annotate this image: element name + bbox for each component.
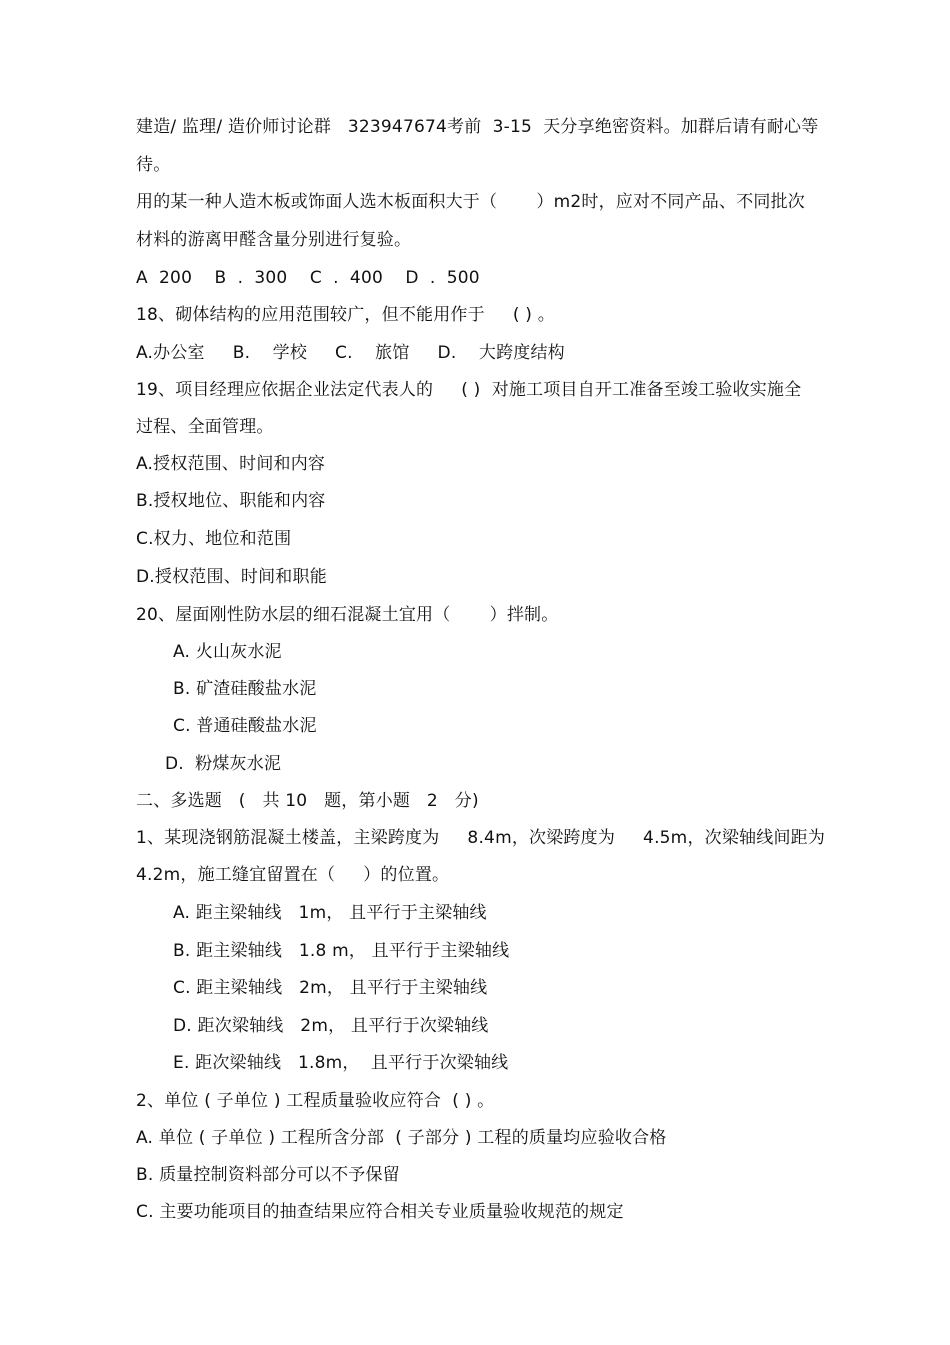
question-20: 20、屋面刚性防水层的细石混凝土宜用（ ）拌制。	[136, 605, 559, 625]
section-heading: 二、多选题 ( 共 10 题，第小题 2 分)	[136, 791, 479, 811]
option-c: C. 主要功能项目的抽查结果应符合相关专业质量验收规范的规定	[136, 1202, 624, 1222]
option-d: D. 距次梁轴线 2m， 且平行于次梁轴线	[173, 1016, 489, 1036]
question-multi-1: 1、某现浇钢筋混凝土楼盖，主梁跨度为 8.4m，次梁跨度为 4.5m，次梁轴线间距为	[136, 828, 826, 848]
option-b: B. 质量控制资料部分可以不予保留	[136, 1165, 400, 1185]
option-a: A.授权范围、时间和内容	[136, 454, 326, 474]
text-line: 4.2m，施工缝宜留置在（ ）的位置。	[136, 865, 450, 885]
option-d: D. 粉煤灰水泥	[165, 754, 282, 774]
question-19: 19、项目经理应依据企业法定代表人的 ( ) 对施工项目自开工准备至竣工验收实施全	[136, 380, 802, 400]
option-b: B. 矿渣硅酸盐水泥	[173, 679, 317, 699]
option-c: C. 普通硅酸盐水泥	[173, 716, 317, 736]
text-line: 材料的游离甲醛含量分别进行复验。	[136, 230, 412, 250]
option-a: A. 距主梁轴线 1m， 且平行于主梁轴线	[173, 903, 487, 923]
text-line: 建造/ 监理/ 造价师讨论群 323947674考前 3-15 天分享绝密资料。加群后请有耐心等	[136, 117, 819, 137]
option-e: E. 距次梁轴线 1.8m， 且平行于次梁轴线	[173, 1053, 509, 1073]
option-b: B.授权地位、职能和内容	[136, 491, 326, 511]
answer-options: A 200 B . 300 C . 400 D . 500	[136, 268, 480, 288]
option-a: A. 单位 ( 子单位 ) 工程所含分部 ( 子部分 ) 工程的质量均应验收合格	[136, 1128, 667, 1148]
text-line: 待。	[136, 155, 171, 175]
option-c: C. 距主梁轴线 2m， 且平行于主梁轴线	[173, 978, 488, 998]
question-multi-2: 2、单位 ( 子单位 ) 工程质量验收应符合 ( ) 。	[136, 1091, 495, 1111]
option-a: A. 火山灰水泥	[173, 642, 282, 662]
question-18: 18、砌体结构的应用范围较广，但不能用作于 ( ) 。	[136, 305, 555, 325]
answer-options: A.办公室 B. 学校 C. 旅馆 D. 大跨度结构	[136, 343, 565, 363]
option-c: C.权力、地位和范围	[136, 529, 292, 549]
text-line: 用的某一种人造木板或饰面人选木板面积大于（ ）m2时，应对不同产品、不同批次	[136, 192, 806, 212]
option-b: B. 距主梁轴线 1.8 m， 且平行于主梁轴线	[173, 941, 510, 961]
option-d: D.授权范围、时间和职能	[136, 567, 327, 587]
text-line: 过程、全面管理。	[136, 417, 274, 437]
